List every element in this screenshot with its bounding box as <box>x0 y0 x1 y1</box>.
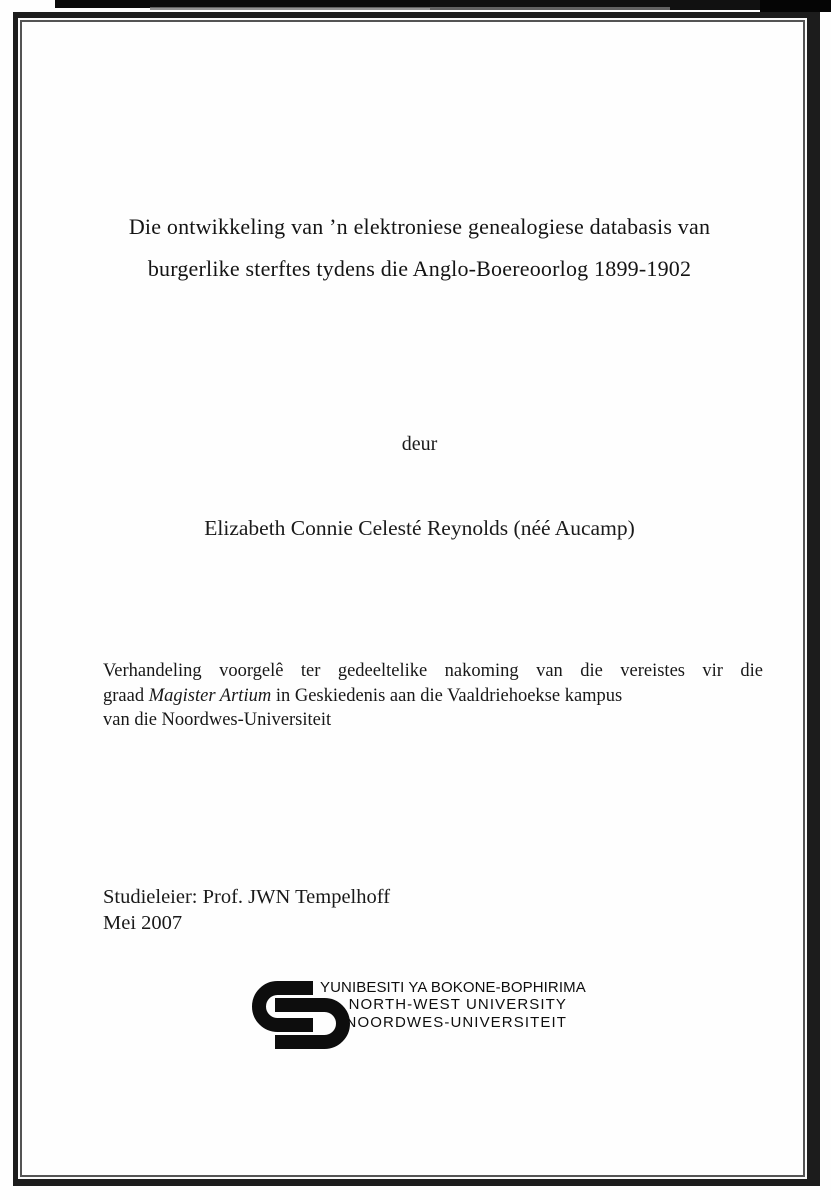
degree-name-italic: Magister Artium <box>148 685 272 706</box>
logo-line-afrikaans: NOORDWES-UNIVERSITEIT <box>345 1013 567 1031</box>
byline: deur <box>401 433 438 455</box>
statement-line-3: van die Noordwes-Universiteit <box>103 710 332 730</box>
statement-line-2-suffix: in Geskiedenis aan die Vaaldriehoekse kampus <box>271 685 623 706</box>
title-line-1: Die ontwikkeling van ’n elektroniese genealogiese databasis van <box>128 214 711 239</box>
title-line-2: burgerlike sterftes tydens die Anglo-Boereoorlog 1899-1902 <box>147 256 692 281</box>
scan-artifact-top-smudge <box>150 7 670 10</box>
logo-line-setswana: YUNIBESITI YA BOKONE-BOPHIRIMA <box>320 979 586 996</box>
date-line: Mei 2007 <box>103 912 183 934</box>
supervisor-line: Studieleier: Prof. JWN Tempelhoff <box>103 886 391 908</box>
statement-line-1: Verhandeling voorgelê ter gedeeltelike nakoming van die vereistes vir die <box>103 661 763 681</box>
statement-line-2-prefix: graad <box>103 685 149 706</box>
scan-artifact-top-right <box>760 0 831 12</box>
nwu-logo-wordmark <box>320 979 586 1031</box>
degree-statement <box>103 659 763 733</box>
author-name: Elizabeth Connie Celesté Reynolds (néé Aucamp) <box>204 516 635 540</box>
statement-line-2 <box>103 684 763 709</box>
logo-line-english: NORTH-WEST UNIVERSITY <box>348 996 567 1014</box>
